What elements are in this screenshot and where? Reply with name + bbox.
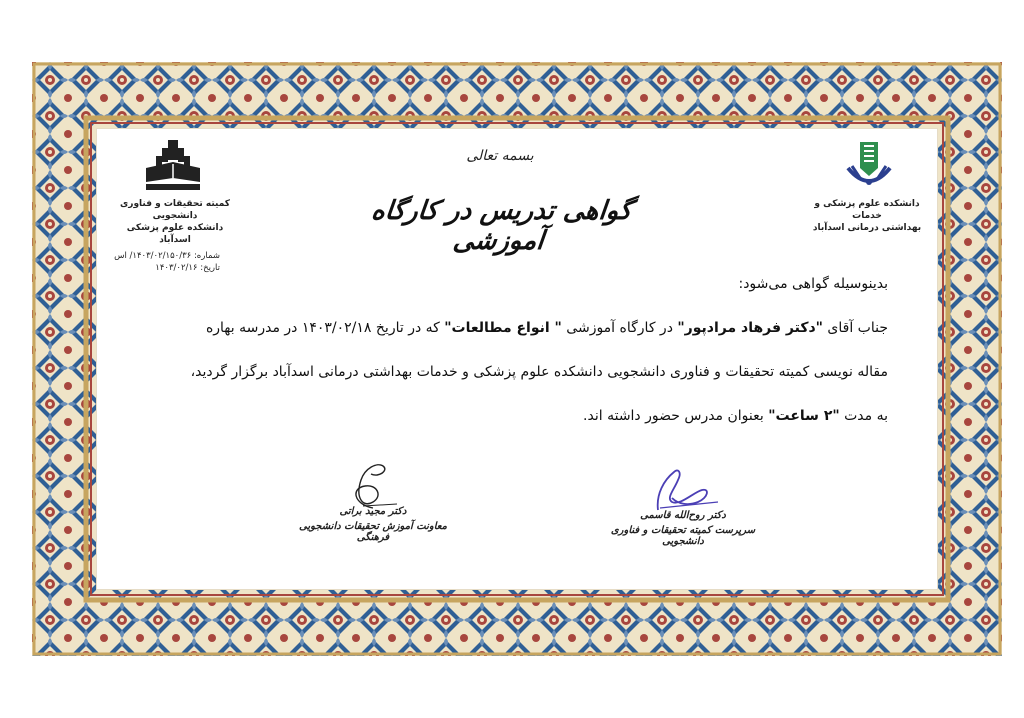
body-line-3 [150, 394, 888, 438]
letter-number-value: ۱۴۰۳/۰۲/۱۵۰/۳۶/ اس [114, 251, 192, 261]
issuer-right-header [802, 198, 932, 234]
workshop-title: " انواع مطالعات" [444, 320, 562, 336]
signatory-left-name: دکتر مجید براتی [339, 506, 407, 517]
bismillah-heading: بسمه تعالی [466, 148, 534, 164]
signature-right [598, 462, 768, 547]
body-line-1 [150, 306, 888, 350]
issuer-committee-name: کمیته تحقیقات و فناوری دانشجویی [120, 199, 230, 221]
body-line-2: مقاله نویسی کمیته تحقیقات و فناوری دانشجویی دانشکده علوم پزشکی و خدمات بهداشتی درمانی اسدآباد برگزار گردید، [190, 364, 888, 380]
recipient-name: "دکتر فرهاد مرادپور" [677, 320, 823, 336]
body-line1-c: که در تاریخ ۱۴۰۳/۰۲/۱۸ در مدرسه بهاره [205, 320, 445, 336]
letter-number-label: شماره: [193, 251, 220, 261]
certificate-body [150, 262, 888, 438]
signature-left-scrawl [333, 458, 413, 512]
body-line3-b: بعنوان مدرس حضور داشته اند. [583, 408, 769, 424]
body-opening: بدینوسیله گواهی می‌شود: [738, 276, 888, 292]
certificate-title: گواهی تدریس در کارگاه آموزشی [369, 196, 634, 256]
letter-number [110, 250, 240, 262]
letter-date-value: ۱۴۰۳/۰۲/۱۶ [155, 263, 198, 273]
issuer-college-name: دانشکده علوم پزشکی اسدآباد [126, 223, 224, 245]
body-line3-a: به مدت [839, 408, 888, 424]
signatory-right-role: سرپرست کمیته تحقیقات و فناوری دانشجویی [610, 525, 756, 547]
university-name-line2: بهداشتی درمانی اسدآباد [812, 223, 922, 233]
body-line1-a: جناب آقای [822, 320, 888, 336]
university-logo [838, 138, 900, 194]
signature-right-scrawl [638, 462, 728, 516]
university-name-line1: دانشکده علوم پزشکی و خدمات [814, 199, 920, 221]
workshop-duration: "۲ ساعت" [768, 408, 840, 424]
signatory-right-name: دکتر روح‌الله قاسمی [640, 510, 726, 521]
signatory-left-role: معاونت آموزش تحقیقات دانشجویی فرهنگی [299, 521, 447, 543]
research-committee-logo [142, 138, 204, 194]
body-line1-b: در کارگاه آموزشی [561, 320, 678, 336]
letter-date-label: تاریخ: [200, 263, 220, 273]
signature-left [288, 458, 458, 543]
